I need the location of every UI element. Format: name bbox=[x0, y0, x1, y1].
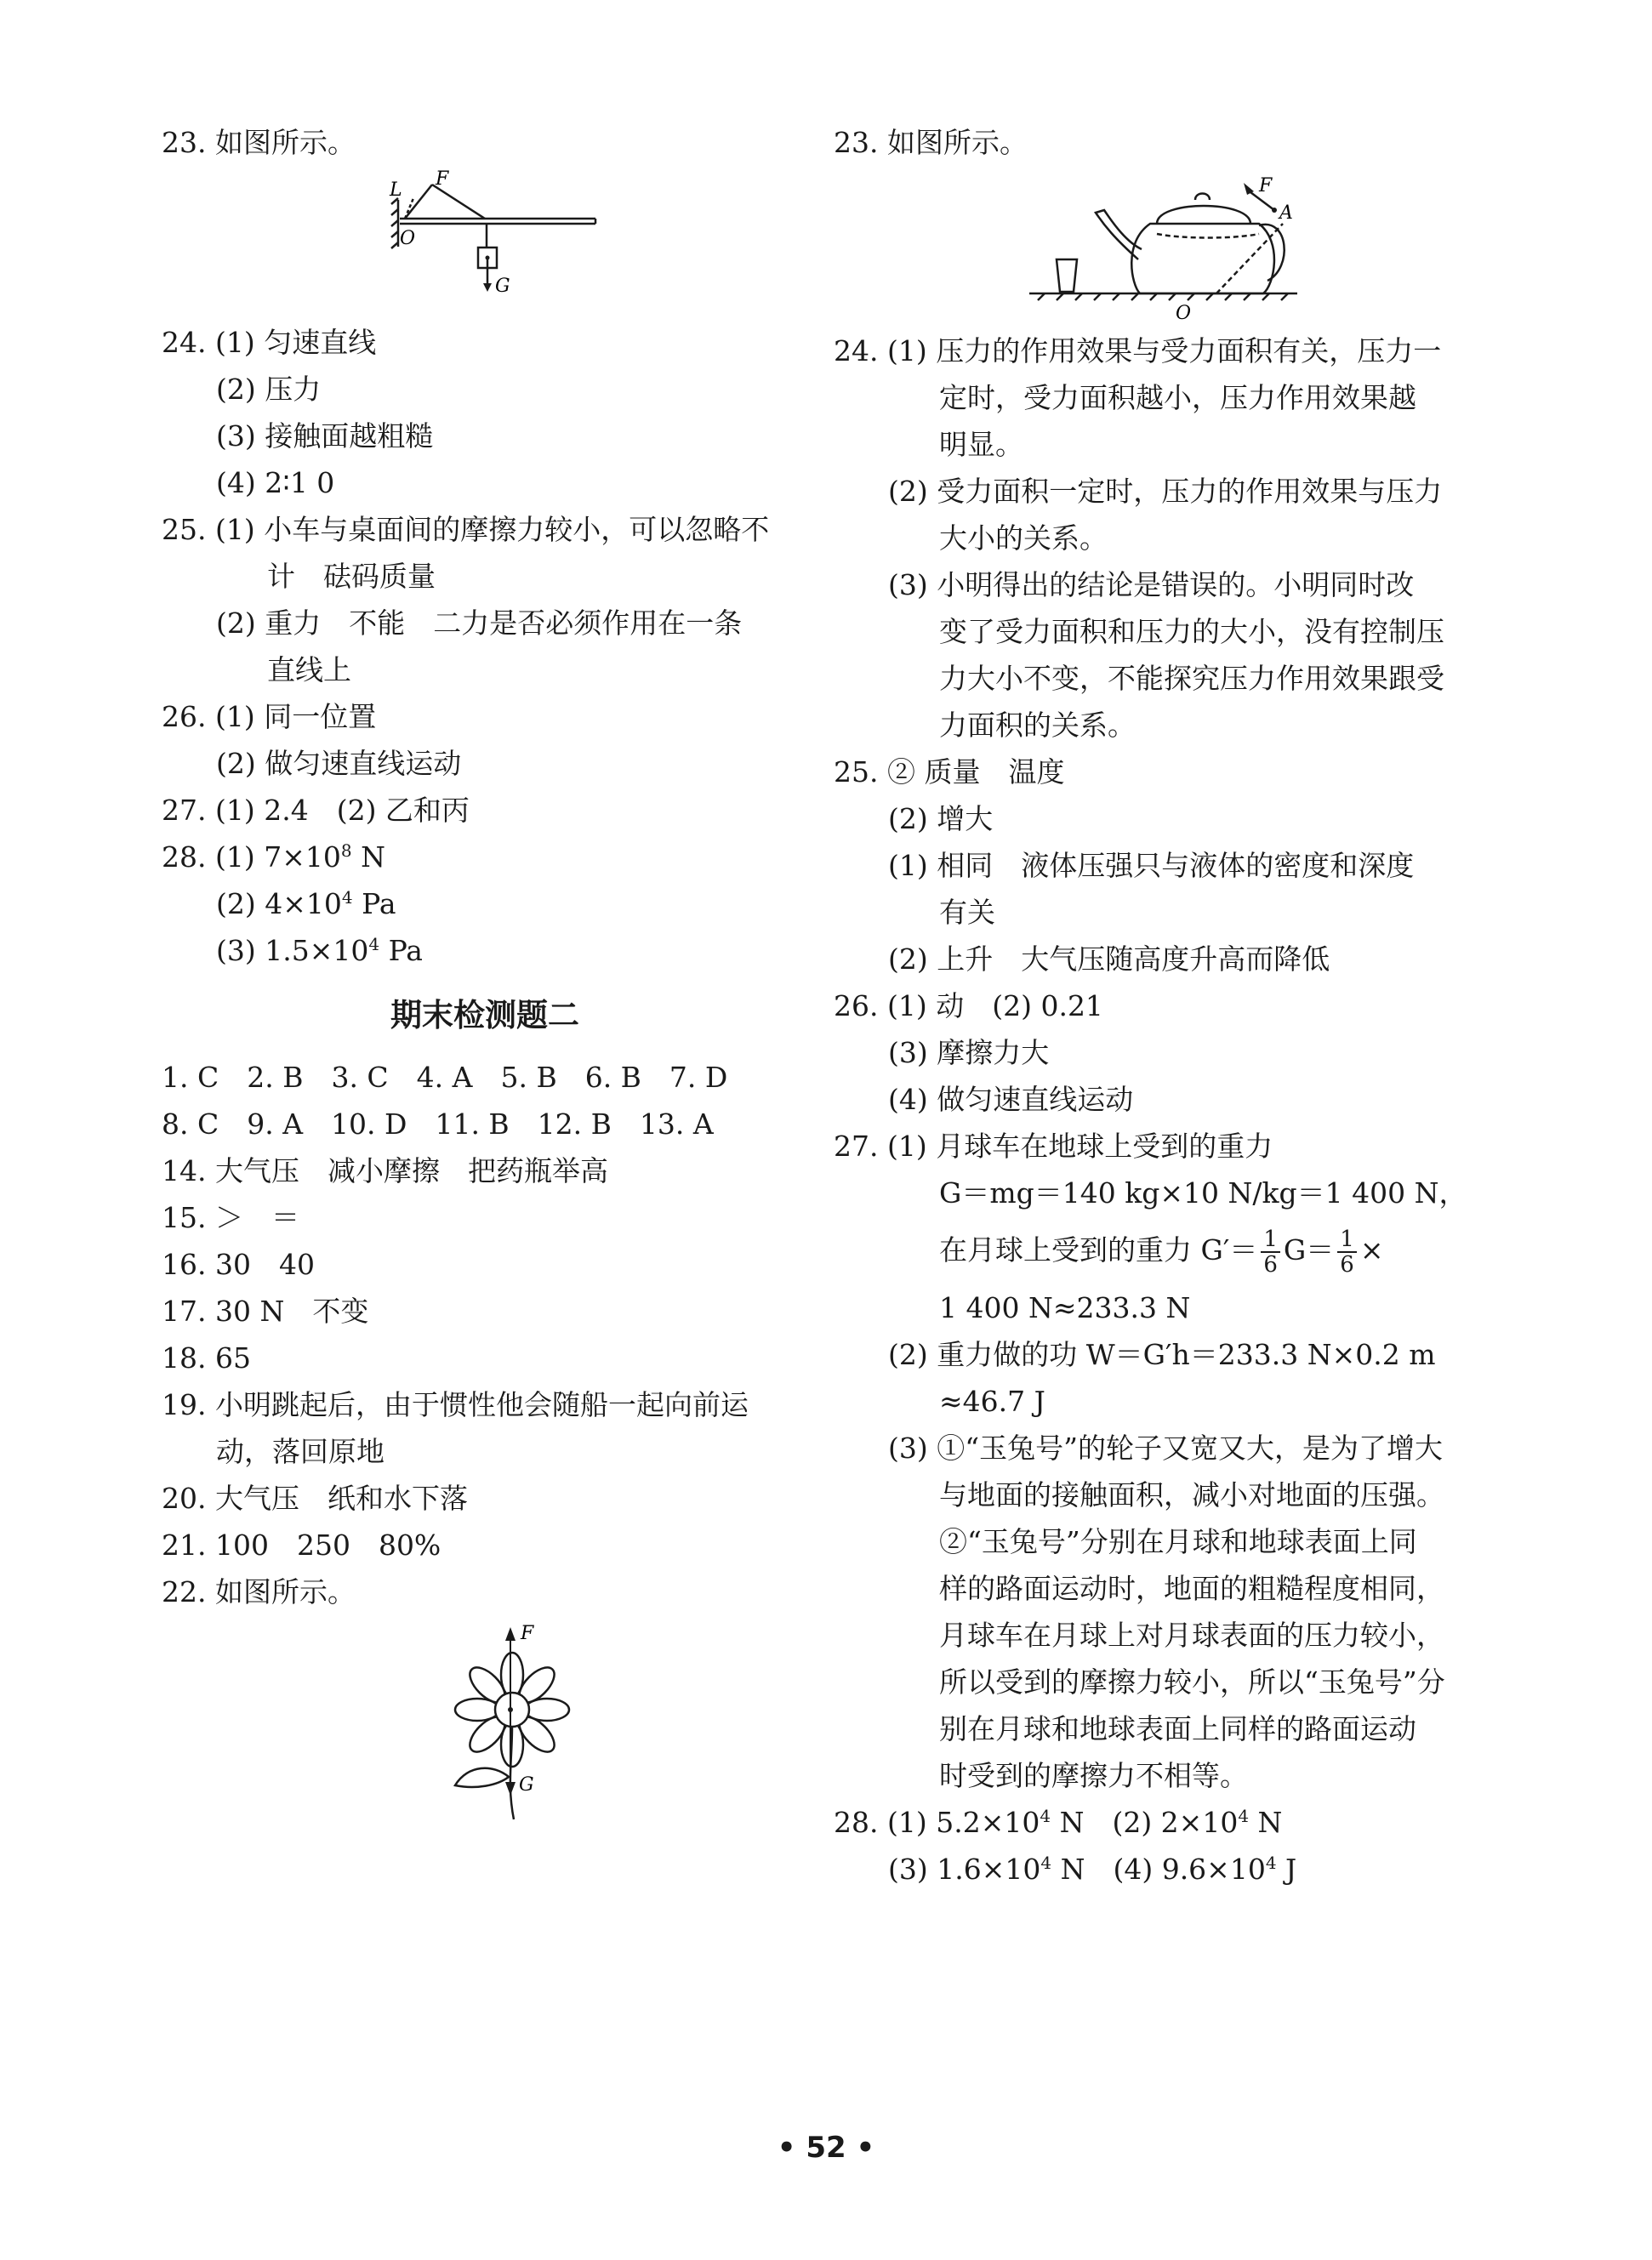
answer-24-part3-cont: 变了受力面积和压力的大小，没有控制压 bbox=[939, 615, 1444, 648]
answer-24-part2-cont: 大小的关系。 bbox=[939, 521, 1108, 555]
answer-28-part3: (3) $1.6\times 10^4$ N (4) $9.6\times 10^4$ J bbox=[888, 1853, 1297, 1886]
answer-24-part3: (3) 小明得出的结论是错误的。小明同时改 bbox=[888, 568, 1415, 601]
answer-18: 18. 65 bbox=[162, 1341, 251, 1375]
answer-25-right: 25. ② 质量 温度 bbox=[834, 755, 1065, 788]
answer-27-part2: (2) 重力做的功 W＝G′h＝233.3 N×0.2 m bbox=[888, 1338, 1436, 1371]
answer-27-left: 27. (1) 2.4 (2) 乙和丙 bbox=[162, 794, 470, 827]
fraction-one-sixth-2: $\frac{1}{6}$ bbox=[1337, 1227, 1357, 1277]
answer-15: 15. ＞ ＝ bbox=[162, 1201, 299, 1234]
answer-27-part3-2-cont4: 别在月球和地球表面上同样的路面运动 bbox=[939, 1712, 1416, 1745]
mc-answers-row1: 1. C 2. B 3. C 4. A 5. B 6. B 7. D bbox=[162, 1061, 728, 1094]
answer-27-formula: G＝mg＝140 kg×10 N/kg＝1 400 N， bbox=[939, 1176, 1467, 1210]
answer-24-part4: (4) 2∶1 0 bbox=[216, 466, 335, 499]
answer-24-part3: (3) 接触面越粗糙 bbox=[216, 419, 434, 453]
answer-25-part2-cont: 直线上 bbox=[267, 653, 351, 686]
answer-25-part2: (1) 相同 液体压强只与液体的密度和深度 bbox=[888, 849, 1415, 882]
answer-24-part2: (2) 压力 bbox=[216, 373, 322, 406]
fraction-one-sixth: $\frac{1}{6}$ bbox=[1261, 1227, 1280, 1277]
answer-28-part2: (2) $4\times 10^4$ Pa bbox=[216, 887, 396, 920]
answer-23-right: 23. 如图所示。 bbox=[834, 126, 1028, 159]
teapot-diagram bbox=[834, 166, 1463, 327]
answer-24-part2: (2) 受力面积一定时，压力的作用效果与压力 bbox=[888, 475, 1443, 508]
answer-27-part3-2-cont2: 月球车在月球上对月球表面的压力较小， bbox=[939, 1619, 1444, 1652]
answer-24-right: 24. (1) 压力的作用效果与受力面积有关，压力一 bbox=[834, 334, 1442, 367]
answer-22: 22. 如图所示。 bbox=[162, 1575, 356, 1608]
answer-25-part1-cont: 计 砝码质量 bbox=[267, 560, 436, 593]
answer-19: 19. 小明跳起后，由于惯性他会随船一起向前运 bbox=[162, 1388, 749, 1421]
answer-27-part2-result: ≈46.7 J bbox=[939, 1385, 1045, 1418]
answer-24-part1-cont2: 明显。 bbox=[939, 428, 1023, 461]
answer-19-cont: 动，落回原地 bbox=[216, 1435, 385, 1468]
answer-17: 17. 30 N 不变 bbox=[162, 1295, 369, 1328]
label-F: F bbox=[1259, 175, 1273, 196]
lever-diagram bbox=[162, 166, 808, 319]
label-F: F bbox=[436, 168, 449, 190]
answer-16: 16. 30 40 bbox=[162, 1248, 315, 1281]
answer-27-result: 1 400 N≈233.3 N bbox=[939, 1291, 1191, 1324]
answer-23-left: 23. 如图所示。 bbox=[162, 126, 356, 159]
answer-25-part2: (2) 重力 不能 二力是否必须作用在一条 bbox=[216, 606, 743, 640]
label-G: G bbox=[519, 1774, 534, 1796]
page-number: • 52 • bbox=[777, 2131, 875, 2165]
answer-14: 14. 大气压 减小摩擦 把药瓶举高 bbox=[162, 1154, 608, 1187]
section-title: 期末检测题二 bbox=[390, 997, 579, 1033]
answer-25-part3: (2) 上升 大气压随高度升高而降低 bbox=[888, 942, 1330, 976]
answer-25-part1: (2) 增大 bbox=[888, 802, 994, 835]
label-O: O bbox=[400, 228, 416, 249]
left-column bbox=[162, 119, 808, 1845]
answer-27-part3-2-cont5: 时受到的摩擦力不相等。 bbox=[939, 1759, 1248, 1792]
answer-26-part3: (4) 做匀速直线运动 bbox=[888, 1083, 1134, 1116]
label-O: O bbox=[1176, 303, 1192, 324]
mc-answers-row2: 8. C 9. A 10. D 11. B 12. B 13. A bbox=[162, 1107, 714, 1141]
answer-25-left: 25. (1) 小车与桌面间的摩擦力较小，可以忽略不 bbox=[162, 513, 770, 546]
right-column bbox=[834, 119, 1467, 1893]
answer-26-right: 26. (1) 动 (2) 0.21 bbox=[834, 989, 1103, 1022]
answer-27-part3-2-cont3: 所以受到的摩擦力较小，所以“玉兔号”分 bbox=[939, 1665, 1445, 1699]
answer-28-left: 28. (1) $7\times 10^8$ N bbox=[162, 840, 385, 874]
answer-27-part3: (3) ①“玉兔号”的轮子又宽又大，是为了增大 bbox=[888, 1432, 1443, 1465]
answer-24-part1-cont: 定时，受力面积越小，压力作用效果越 bbox=[939, 381, 1416, 414]
answer-28-part3: (3) $1.5\times 10^4$ Pa bbox=[216, 934, 423, 967]
answer-24-part3-cont3: 力面积的关系。 bbox=[939, 709, 1136, 742]
answer-24-left: 24. (1) 匀速直线 bbox=[162, 326, 377, 359]
flower-diagram bbox=[162, 1615, 808, 1845]
answer-26-part2: (2) 做匀速直线运动 bbox=[216, 747, 462, 780]
answer-21: 21. 100 250 80% bbox=[162, 1528, 441, 1562]
answer-27-part3-2-cont: 样的路面运动时，地面的粗糙程度相同， bbox=[939, 1572, 1444, 1605]
answer-28-right: 28. (1) $5.2\times 10^4$ N (2) $2\times 10^4$ N bbox=[834, 1806, 1283, 1839]
answer-27-moon-gravity: 在月球上受到的重力 G′＝ $\frac{1}{6}$ G＝ $\frac{1}{6}$ × bbox=[939, 1227, 1384, 1278]
answer-26-part2: (3) 摩擦力大 bbox=[888, 1036, 1050, 1069]
answer-27-part3-2: ②“玉兔号”分别在月球和地球表面上同 bbox=[939, 1525, 1417, 1558]
label-F: F bbox=[521, 1623, 534, 1644]
label-L: L bbox=[390, 179, 402, 201]
answer-27-right: 27. (1) 月球车在地球上受到的重力 bbox=[834, 1130, 1273, 1163]
answer-27-part3-cont: 与地面的接触面积，减小对地面的压强。 bbox=[939, 1478, 1444, 1511]
answer-26-left: 26. (1) 同一位置 bbox=[162, 700, 377, 733]
answer-20: 20. 大气压 纸和水下落 bbox=[162, 1482, 468, 1515]
label-G: G bbox=[495, 276, 510, 297]
answer-24-part3-cont2: 力大小不变，不能探究压力作用效果跟受 bbox=[939, 662, 1444, 695]
label-A: A bbox=[1279, 202, 1293, 224]
answer-25-part2-cont: 有关 bbox=[939, 896, 995, 929]
